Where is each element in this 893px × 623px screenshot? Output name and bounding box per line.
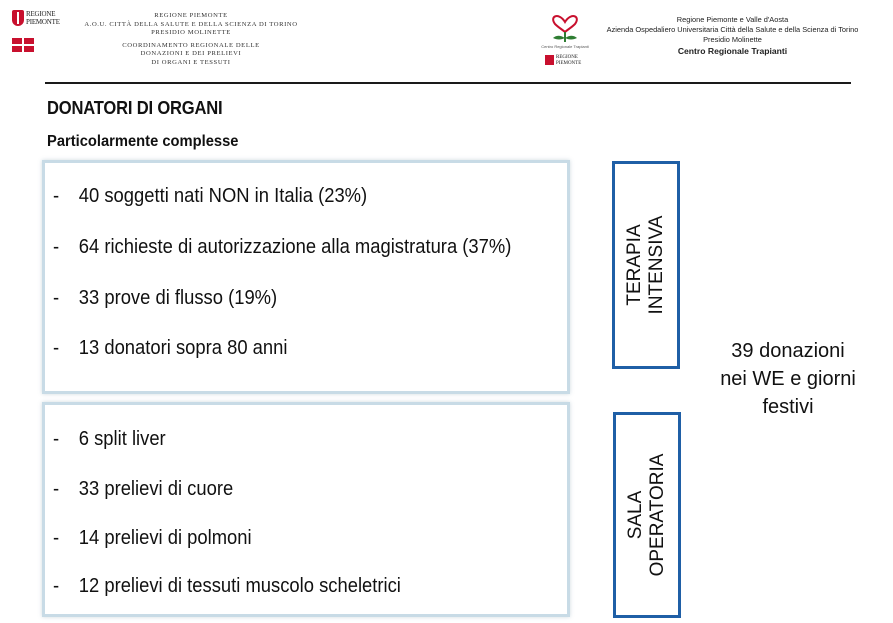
crest-icon — [12, 10, 24, 26]
logo-text-line: REGIONE — [26, 10, 56, 18]
list-item: - 33 prelievi di cuore — [53, 478, 234, 500]
header-right-line: Regione Piemonte e Valle d'Aosta — [676, 15, 789, 24]
terapia-intensiva-tag — [612, 161, 680, 369]
weekend-donations-note — [700, 337, 876, 421]
regione-piemonte-mini-logo: REGIONE PIEMONTE — [545, 55, 587, 67]
list-item: - 14 prelievi di polmoni — [53, 527, 252, 549]
flag-icon — [12, 38, 34, 52]
tag-line: TERAPIA — [624, 224, 645, 306]
header-left-line: PRESIDIO MOLINETTE — [151, 29, 231, 37]
header-left-line: A.O.U. CITTÀ DELLA SALUTE E DELLA SCIENZA DI TORINO — [84, 20, 298, 28]
heart-flower-icon — [541, 8, 589, 44]
side-note-line: festivi — [762, 396, 814, 418]
terapia-intensiva-list — [42, 160, 570, 394]
header-right-strong: Centro Regionale Trapianti — [677, 46, 788, 56]
header-left-line: REGIONE PIEMONTE — [154, 12, 228, 19]
side-note-line: 39 donazioni — [731, 340, 845, 362]
header-divider — [45, 82, 851, 84]
header-right-text — [595, 15, 870, 58]
logo-text-line: PIEMONTE — [26, 18, 60, 26]
list-item: - 6 split liver — [53, 428, 166, 450]
header-left-text — [56, 12, 326, 68]
tag-line: INTENSIVA — [646, 215, 667, 315]
page-subtitle: Particolarmente complesse — [47, 133, 239, 150]
sala-operatoria-tag — [613, 412, 681, 618]
tag-line: OPERATORIA — [647, 453, 668, 577]
tag-line: SALA — [625, 490, 646, 540]
header-left-line: COORDINAMENTO REGIONALE DELLE — [122, 41, 260, 49]
sala-operatoria-list — [42, 402, 570, 617]
page-title: DONATORI DI ORGANI — [47, 98, 223, 118]
list-item: - 33 prove di flusso (19%) — [53, 287, 278, 309]
header-right-line: Presidio Molinette — [703, 35, 762, 44]
side-note-line: nei WE e giorni — [720, 368, 856, 390]
list-item: - 13 donatori sopra 80 anni — [53, 337, 288, 359]
header-left-line: DI ORGANI E TESSUTI — [151, 58, 231, 66]
list-item: - 64 richieste di autorizzazione alla magistratura (37%) — [53, 236, 512, 258]
header-left-line: DONAZIONI E DEI PRELIEVI — [140, 50, 242, 58]
regione-piemonte-logo — [12, 10, 60, 54]
header-right-line: Azienda Ospedaliero Universitaria Città della Salute e della Scienza di Torino — [606, 25, 859, 34]
centro-trapianti-logo — [541, 8, 589, 66]
logo-caption: Centro Regionale Trapianti — [541, 44, 589, 49]
list-item: - 12 prelievi di tessuti muscolo scheletrici — [53, 575, 401, 597]
list-item: - 40 soggetti nati NON in Italia (23%) — [53, 185, 368, 207]
